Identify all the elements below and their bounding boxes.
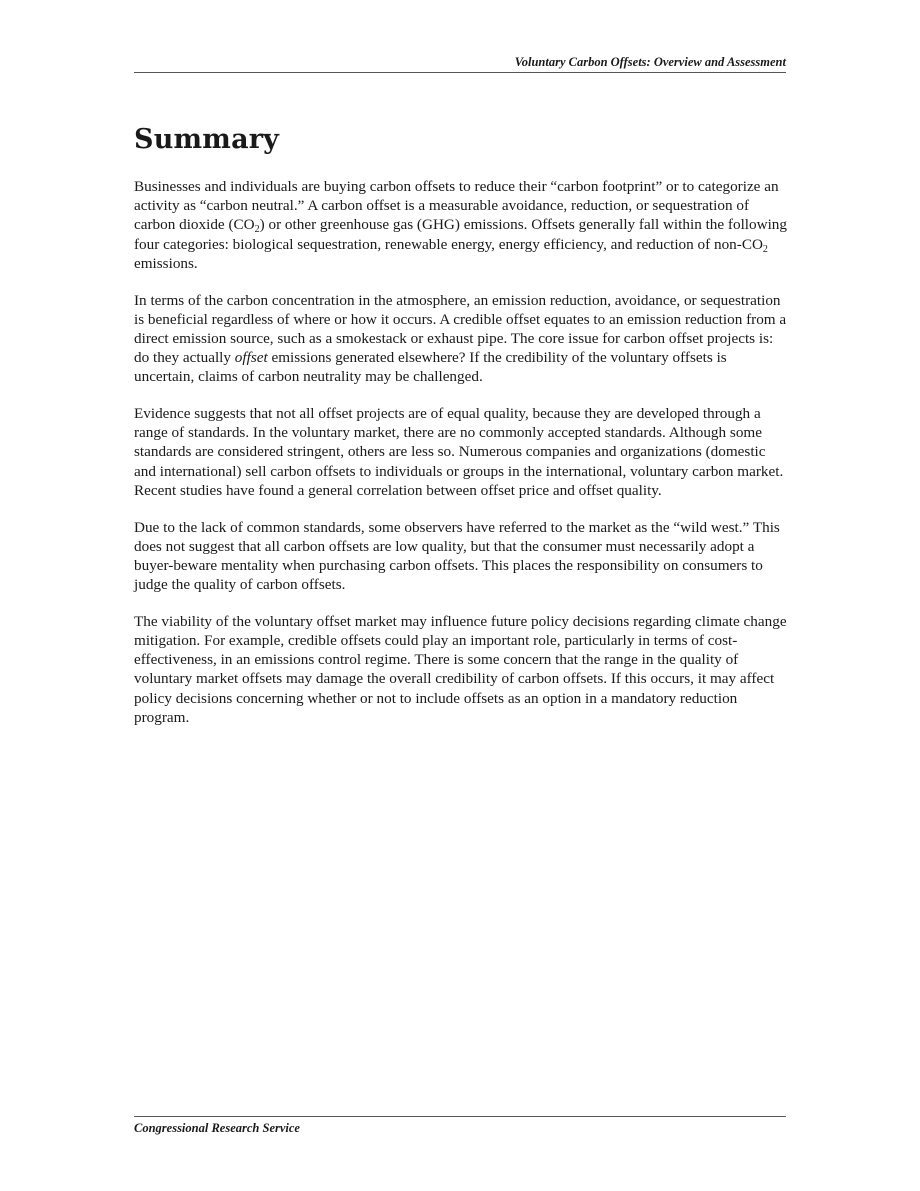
body-text [134,177,790,745]
paragraph-1-part-a: Businesses and individuals are buying carbon offsets to reduce their “carbon footprint” or to categorize an activity as “carbon neutral.” A carbon offset is a measurable avoidance, reduction, or sequestration of carbon dioxide (CO [134,178,779,234]
co2-subscript: 2 [762,243,768,255]
paragraph-1 [134,177,790,273]
running-header: Voluntary Carbon Offsets: Overview and Assessment [514,55,786,69]
header-rule [134,72,786,73]
co2-subscript: 2 [254,224,260,236]
footer-rule [134,1116,786,1117]
paragraph-4: Due to the lack of common standards, some observers have referred to the market as the “wild west.” This does not suggest that all carbon offsets are low quality, but that the consumer must necessarily adopt a buyer-beware mentality when purchasing carbon offsets. This places the responsibility on consumers to judge the quality of carbon offsets. [134,518,780,594]
paragraph-2-part-b: emissions generated elsewhere? If the credibility of the voluntary offsets is uncertain, claims of carbon neutrality may be challenged. [134,349,727,386]
paragraph-2-part-a: In terms of the carbon concentration in the atmosphere, an emission reduction, avoidance, or sequestration is beneficial regardless of where or how it occurs. A credible offset equates to an emission reduction from a direct emission source, such as a smokestack or exhaust pipe. The core issue for carbon offset projects is: do they actually [134,291,787,367]
paragraph-5: The viability of the voluntary offset market may influence future policy decisions regarding climate change mitigation. For example, credible offsets could play an important role, particularly in terms of cost-effectiveness, in an emissions control regime. There is some concern that the range in the quality of voluntary market offsets may damage the overall credibility of carbon offsets. If this occurs, it may affect policy decisions concerning whether or not to include offsets as an option in a mandatory reduction program. [134,612,787,726]
page-title: Summary [134,124,280,155]
paragraph-1-part-b: ) or other greenhouse gas (GHG) emissions. Offsets generally fall within the following four categories: biological sequestration, renewable energy, energy efficiency, and reduction of non-CO [134,216,787,253]
paragraph-3: Evidence suggests that not all offset projects are of equal quality, because they are developed through a range of standards. In the voluntary market, there are no commonly accepted standards. Although some standards are considered stringent, others are less so. Numerous companies and organizations (domestic and international) sell carbon offsets to individuals or groups in the international, voluntary carbon market. Recent studies have found a general correlation between offset price and offset quality. [134,405,784,499]
paragraph-2 [134,291,790,387]
footer-source: Congressional Research Service [134,1121,300,1135]
paragraph-1-part-c: emissions. [134,254,198,272]
emphasis-offset: offset [234,349,268,367]
